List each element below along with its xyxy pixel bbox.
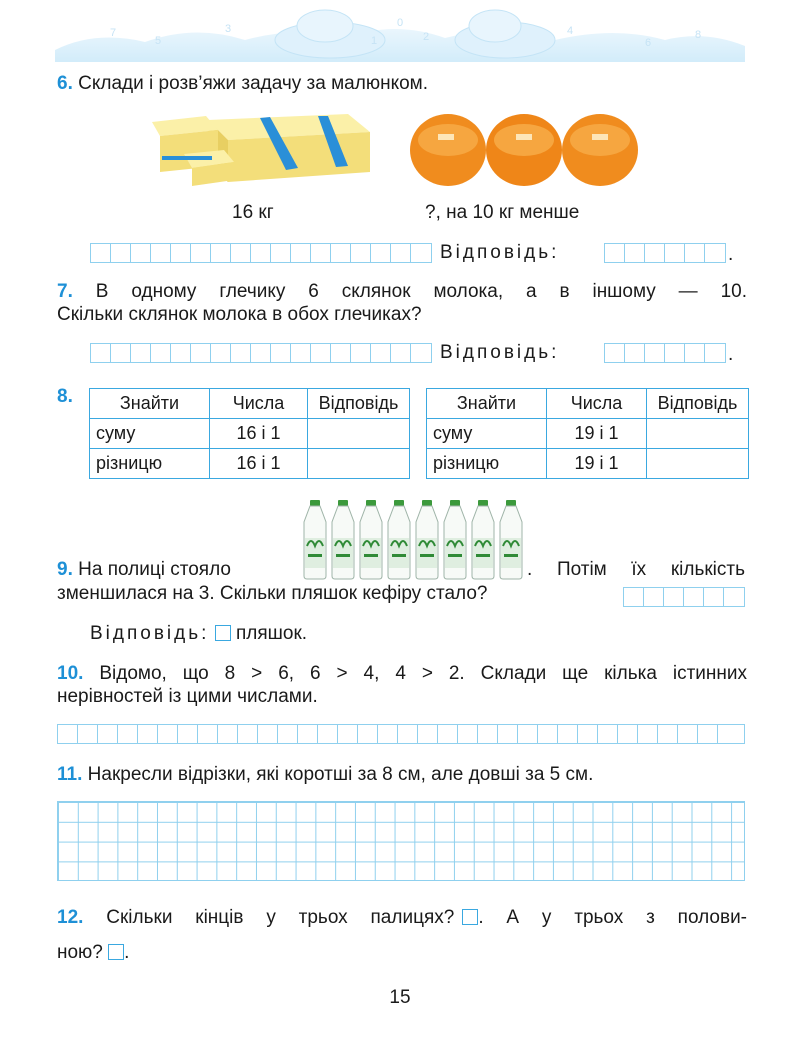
table-cell: 19 і 1 bbox=[547, 419, 647, 449]
header-digit: 4 bbox=[567, 25, 574, 37]
table-cell: суму bbox=[427, 419, 547, 449]
header-digit: 7 bbox=[110, 27, 117, 39]
kefir-bottle-icon bbox=[388, 500, 410, 579]
task12-line2: ною? . bbox=[57, 942, 130, 963]
header-digit: 5 bbox=[155, 35, 162, 47]
table-header: Знайти bbox=[427, 389, 547, 419]
task9-solution-boxes[interactable] bbox=[623, 587, 745, 607]
task7-number: 7. bbox=[57, 281, 73, 302]
kefir-bottle-icon bbox=[416, 500, 438, 579]
task7-line1: 7. В одному глечику 6 склянок молока, а в іншому — 10. bbox=[57, 281, 747, 302]
cheese-weight-label: ?, на 10 кг менше bbox=[425, 202, 580, 223]
answer-cell[interactable] bbox=[308, 449, 410, 479]
table-cell: 19 і 1 bbox=[547, 449, 647, 479]
table-header: Відповідь bbox=[647, 389, 749, 419]
task6-answer-boxes[interactable] bbox=[604, 243, 726, 263]
task9-line2: зменшилася на 3. Скільки пляшок кефіру стало? bbox=[57, 583, 488, 604]
kefir-bottle-icon bbox=[332, 500, 354, 579]
table-cell: різницю bbox=[90, 449, 210, 479]
butter-weight-label: 16 кг bbox=[232, 202, 274, 223]
table-cell: різницю bbox=[427, 449, 547, 479]
answer-cell[interactable] bbox=[647, 419, 749, 449]
header-digit: 6 bbox=[645, 37, 652, 49]
task11-number: 11. bbox=[57, 764, 83, 785]
task6-prompt bbox=[57, 72, 428, 96]
header-digit: 8 bbox=[695, 29, 702, 41]
task9-answer-label: Відповідь: bbox=[90, 623, 210, 644]
task10-line2: нерівностей із цими числами. bbox=[57, 686, 318, 707]
task6-answer-label: Відповідь: bbox=[440, 242, 560, 263]
header-digit: 0 bbox=[397, 17, 404, 29]
kefir-bottles-illustration bbox=[300, 500, 528, 580]
table-cell: 16 і 1 bbox=[210, 449, 308, 479]
answer-cell[interactable] bbox=[308, 419, 410, 449]
task7-answer-period: . bbox=[728, 344, 734, 365]
task11-drawing-grid[interactable] bbox=[57, 801, 745, 881]
task10-number: 10. bbox=[57, 663, 84, 684]
table-header: Числа bbox=[210, 389, 308, 419]
table-row bbox=[90, 419, 410, 449]
table-cell: суму bbox=[90, 419, 210, 449]
header-digit: 2 bbox=[423, 31, 430, 43]
task12-number: 12. bbox=[57, 907, 84, 928]
task9-answer-box[interactable] bbox=[215, 625, 231, 641]
task8-number: 8. bbox=[57, 386, 73, 407]
table-cell: 16 і 1 bbox=[210, 419, 308, 449]
task10-line1: 10. Відомо, що 8 > 6, 6 > 4, 4 > 2. Склади ще кілька істинних bbox=[57, 663, 747, 684]
task6-number: 6. bbox=[57, 73, 73, 94]
kefir-bottle-icon bbox=[360, 500, 382, 579]
header-clouds bbox=[55, 0, 745, 62]
task6-answer-period: . bbox=[728, 244, 734, 265]
task7-solution-boxes[interactable] bbox=[90, 343, 432, 363]
task12-line1: 12. Скільки кінців у трьох палицях? . А у трьох з полови- bbox=[57, 907, 748, 928]
table-row bbox=[427, 419, 749, 449]
table-header: Відповідь bbox=[308, 389, 410, 419]
table-header: Знайти bbox=[90, 389, 210, 419]
task8-table-left bbox=[89, 388, 410, 479]
cheese-illustration bbox=[408, 110, 640, 192]
table-row bbox=[90, 449, 410, 479]
task12-answer-box-2[interactable] bbox=[108, 944, 124, 960]
task6-solution-boxes[interactable] bbox=[90, 243, 432, 263]
task7-answer-label: Відповідь: bbox=[440, 342, 560, 363]
task9-number: 9. bbox=[57, 559, 73, 580]
page-number: 15 bbox=[389, 987, 411, 1008]
kefir-bottle-icon bbox=[500, 500, 522, 579]
kefir-bottle-icon bbox=[472, 500, 494, 579]
task7-answer-boxes[interactable] bbox=[604, 343, 726, 363]
table-header: Числа bbox=[547, 389, 647, 419]
task9-line1-left: 9. На полиці стояло bbox=[57, 559, 231, 580]
kefir-bottle-icon bbox=[444, 500, 466, 579]
header-digit: 3 bbox=[225, 23, 232, 35]
table-row bbox=[427, 449, 749, 479]
task6-text: Склади і розв’яжи задачу за малюнком. bbox=[78, 73, 428, 94]
task12-answer-box-1[interactable] bbox=[462, 909, 478, 925]
answer-cell[interactable] bbox=[647, 449, 749, 479]
kefir-bottle-icon bbox=[304, 500, 326, 579]
task8-table-right bbox=[426, 388, 749, 479]
task7-line2: Скільки склянок молока в обох глечиках? bbox=[57, 304, 422, 325]
task9-answer bbox=[90, 622, 307, 646]
task11-prompt: 11. Накресли відрізки, які коротші за 8 см, але довші за 5 см. bbox=[57, 764, 594, 785]
butter-illustration bbox=[148, 106, 378, 188]
header-digit: 1 bbox=[371, 35, 378, 47]
task9-line1-right: . Потім їх кількість bbox=[527, 559, 745, 580]
task9-answer-unit: пляшок. bbox=[235, 623, 308, 644]
task10-answer-boxes[interactable] bbox=[57, 724, 745, 744]
